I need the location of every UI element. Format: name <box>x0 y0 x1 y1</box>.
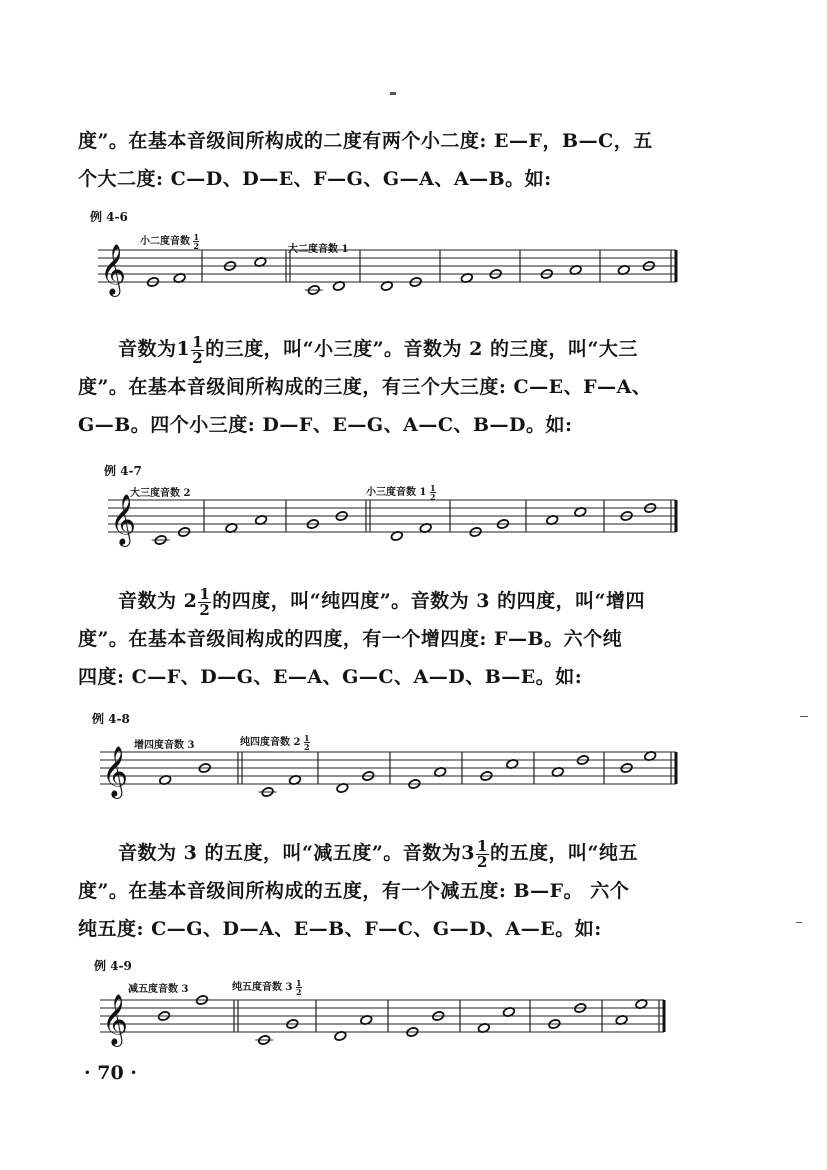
fraction-numerator: 1 <box>199 584 211 603</box>
section-label-text: 纯四度音数 2 <box>240 737 301 748</box>
section-label: 大二度音数 1 <box>288 244 349 255</box>
paragraph-line: 度”。在基本音级间所构成的三度，有三个大三度: C—E、F—A、 <box>78 376 652 398</box>
section-label: 增四度音数 3 <box>134 740 195 751</box>
example-label: 例 4-6 <box>90 210 128 224</box>
fraction-numerator: 1 <box>192 332 204 351</box>
page-speck <box>800 716 808 717</box>
paragraph-line: 个大二度: C—D、D—E、F—G、G—A、A—B。如: <box>78 168 552 190</box>
fraction-denominator: 2 <box>429 492 436 502</box>
text-span: 音数为 2 <box>118 590 198 612</box>
paragraph-line: G—B。四个小三度: D—F、E—G、A—C、B—D。如: <box>78 414 573 436</box>
fraction-numerator: 1 <box>295 978 302 988</box>
fraction-denominator: 2 <box>295 987 302 997</box>
paragraph-line: 度”。在基本音级间所构成的五度，有一个减五度: B—F。 六个 <box>78 880 630 902</box>
text-span: 音数为1 <box>118 338 191 360</box>
example-label: 例 4-9 <box>94 959 132 973</box>
section-label-text: 纯五度音数 3 <box>232 982 293 993</box>
section-label-text: 小二度音数 <box>140 236 190 247</box>
fraction-numerator: 1 <box>429 483 436 493</box>
treble-clef-icon: 𝄞 <box>102 746 129 797</box>
page-number: · 70 · <box>84 1062 137 1084</box>
section-label: 大三度音数 2 <box>130 488 191 499</box>
fraction-denominator: 2 <box>477 852 488 871</box>
paragraph-line: 四度: C—F、D—G、E—A、G—C、A—D、B—E。如: <box>78 666 583 688</box>
text-span: 的四度，叫“纯四度”。音数为 3 的四度，叫“增四 <box>212 590 646 612</box>
treble-clef-icon: 𝄞 <box>110 494 137 545</box>
text-span: 的三度，叫“小三度”。音数为 2 的三度，叫“大三 <box>205 338 638 360</box>
fraction-denominator: 2 <box>193 241 200 251</box>
text-span: 的五度，叫“纯五 <box>489 842 638 864</box>
paragraph-line: 度”。在基本音级间所构成的二度有两个小二度: E—F，B—C，五 <box>78 130 653 152</box>
section-label: 减五度音数 3 <box>128 984 189 995</box>
text-span: 音数为 3 的五度，叫“减五度”。音数为3 <box>118 842 476 864</box>
paragraph-line: 度”。在基本音级间构成的四度，有一个增四度: F—B。六个纯 <box>78 628 623 650</box>
page-speck <box>796 922 802 923</box>
section-label-text: 小三度音数 1 <box>366 487 427 498</box>
treble-clef-icon: 𝄞 <box>100 244 127 295</box>
paragraph-line: 纯五度: C—G、D—A、E—B、F—C、G—D、A—E。如: <box>78 918 602 940</box>
example-label: 例 4-7 <box>104 464 142 478</box>
example-label: 例 4-8 <box>92 712 130 726</box>
treble-clef-icon: 𝄞 <box>102 994 129 1045</box>
fraction-numerator: 1 <box>477 836 488 855</box>
fraction-denominator: 2 <box>303 742 310 752</box>
fraction-denominator: 2 <box>192 348 204 367</box>
fraction-numerator: 1 <box>303 733 310 743</box>
fraction-denominator: 2 <box>199 600 211 619</box>
fraction-numerator: 1 <box>193 232 200 242</box>
